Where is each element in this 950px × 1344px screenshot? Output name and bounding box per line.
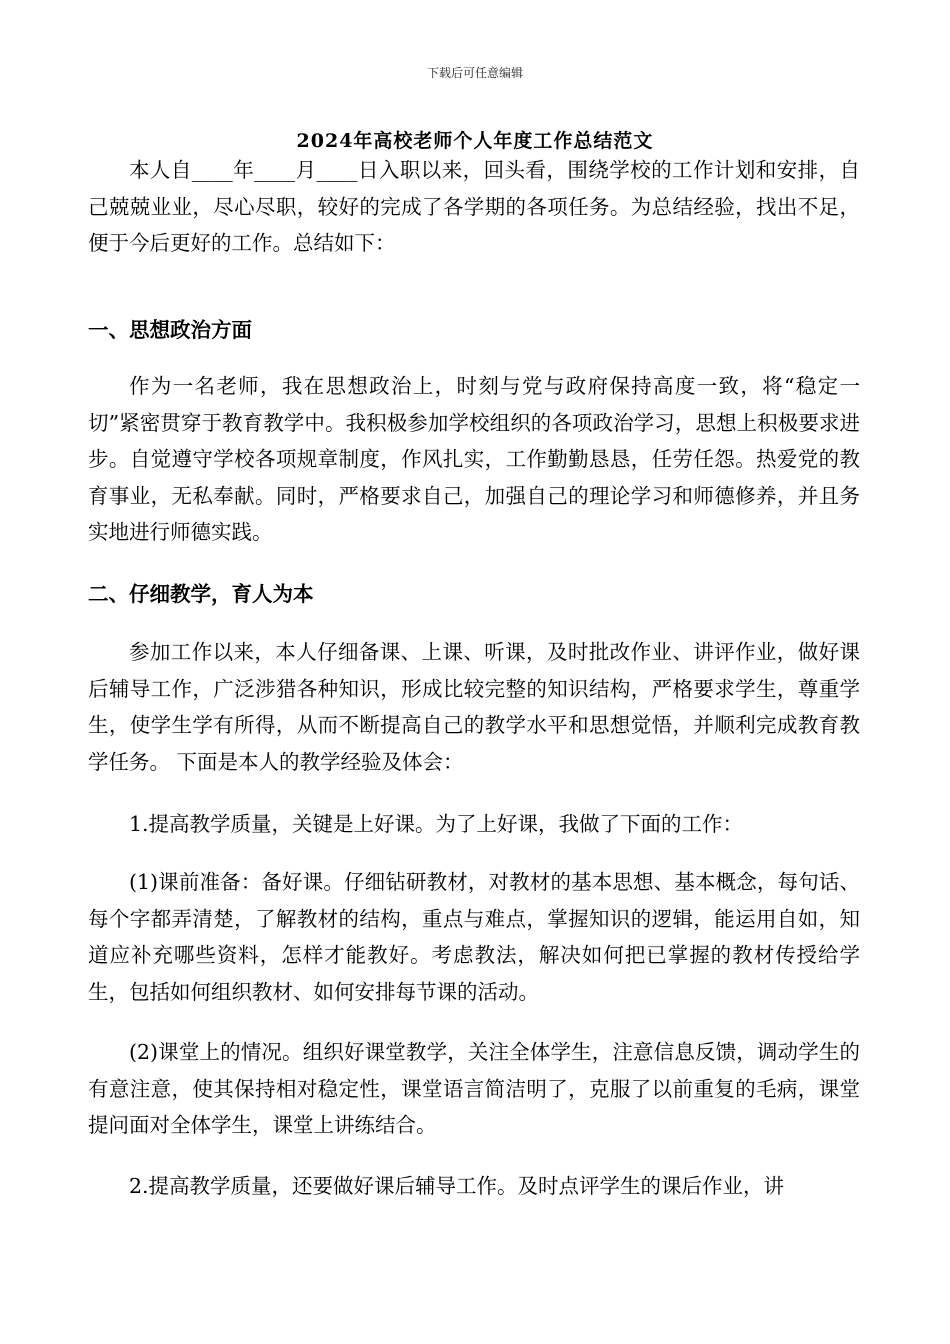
document-title: 2024年高校老师个人年度工作总结范文 — [296, 130, 654, 152]
sub-item-2-paragraph: (2)课堂上的情况。组织好课堂教学，关注全体学生，注意信息反馈，调动学生的有意注意，使其保持相对稳定性，课堂语言简洁明了，克服了以前重复的毛病，课堂提问面对全体学生，课堂上讲练结合。 — [88, 1040, 860, 1137]
intro-paragraph: 本人自____年____月____日入职以来，回头看，围绕学校的工作计划和安排，自己兢兢业业，尽心尽职，较好的完成了各学期的各项任务。为总结经验，找出不足，便于今后更好的工作。总结如下： — [88, 158, 860, 255]
section-2-paragraph: 参加工作以来，本人仔细备课、上课、听课，及时批改作业、讲评作业，做好课后辅导工作，广泛涉猎各种知识，形成比较完整的知识结构，严格要求学生，尊重学生，使学生学有所得，从而不断提高自己的教学水平和思想觉悟，并顺利完成教育教学任务。 下面是本人的教学经验及体会： — [88, 640, 860, 774]
item-1-paragraph: 1.提高教学质量，关键是上好课。为了上好课，我做了下面的工作： — [129, 812, 744, 836]
section-heading-1: 一、思想政治方面 — [88, 318, 252, 342]
sub-item-1-paragraph: (1)课前准备：备好课。仔细钻研教材，对教材的基本思想、基本概念，每句话、每个字都弄清楚，了解教材的结构，重点与难点，掌握知识的逻辑，能运用自如，知道应补充哪些资料，怎样才能教好。考虑教法，解决如何把已掌握的教材传授给学生，包括如何组织教材、如何安排每节课的活动。 — [88, 870, 860, 1004]
header-note: 下载后可任意编辑 — [426, 66, 523, 80]
section-1-paragraph: 作为一名老师，我在思想政治上，时刻与党与政府保持高度一致，将“稳定一切”紧密贯穿于教育教学中。我积极参加学校组织的各项政治学习，思想上积极要求进步。自觉遵守学校各项规章制度，作风扎实，工作勤勤恳恳，任劳任怨。热爱党的教育事业，无私奉献。同时，严格要求自己，加强自己的理论学习和师德修养，并且务实地进行师德实践。 — [88, 374, 860, 544]
item-2-paragraph: 2.提高教学质量，还要做好课后辅导工作。及时点评学生的课后作业，讲 — [129, 1174, 785, 1198]
section-heading-2: 二、仔细教学，育人为本 — [88, 582, 314, 606]
